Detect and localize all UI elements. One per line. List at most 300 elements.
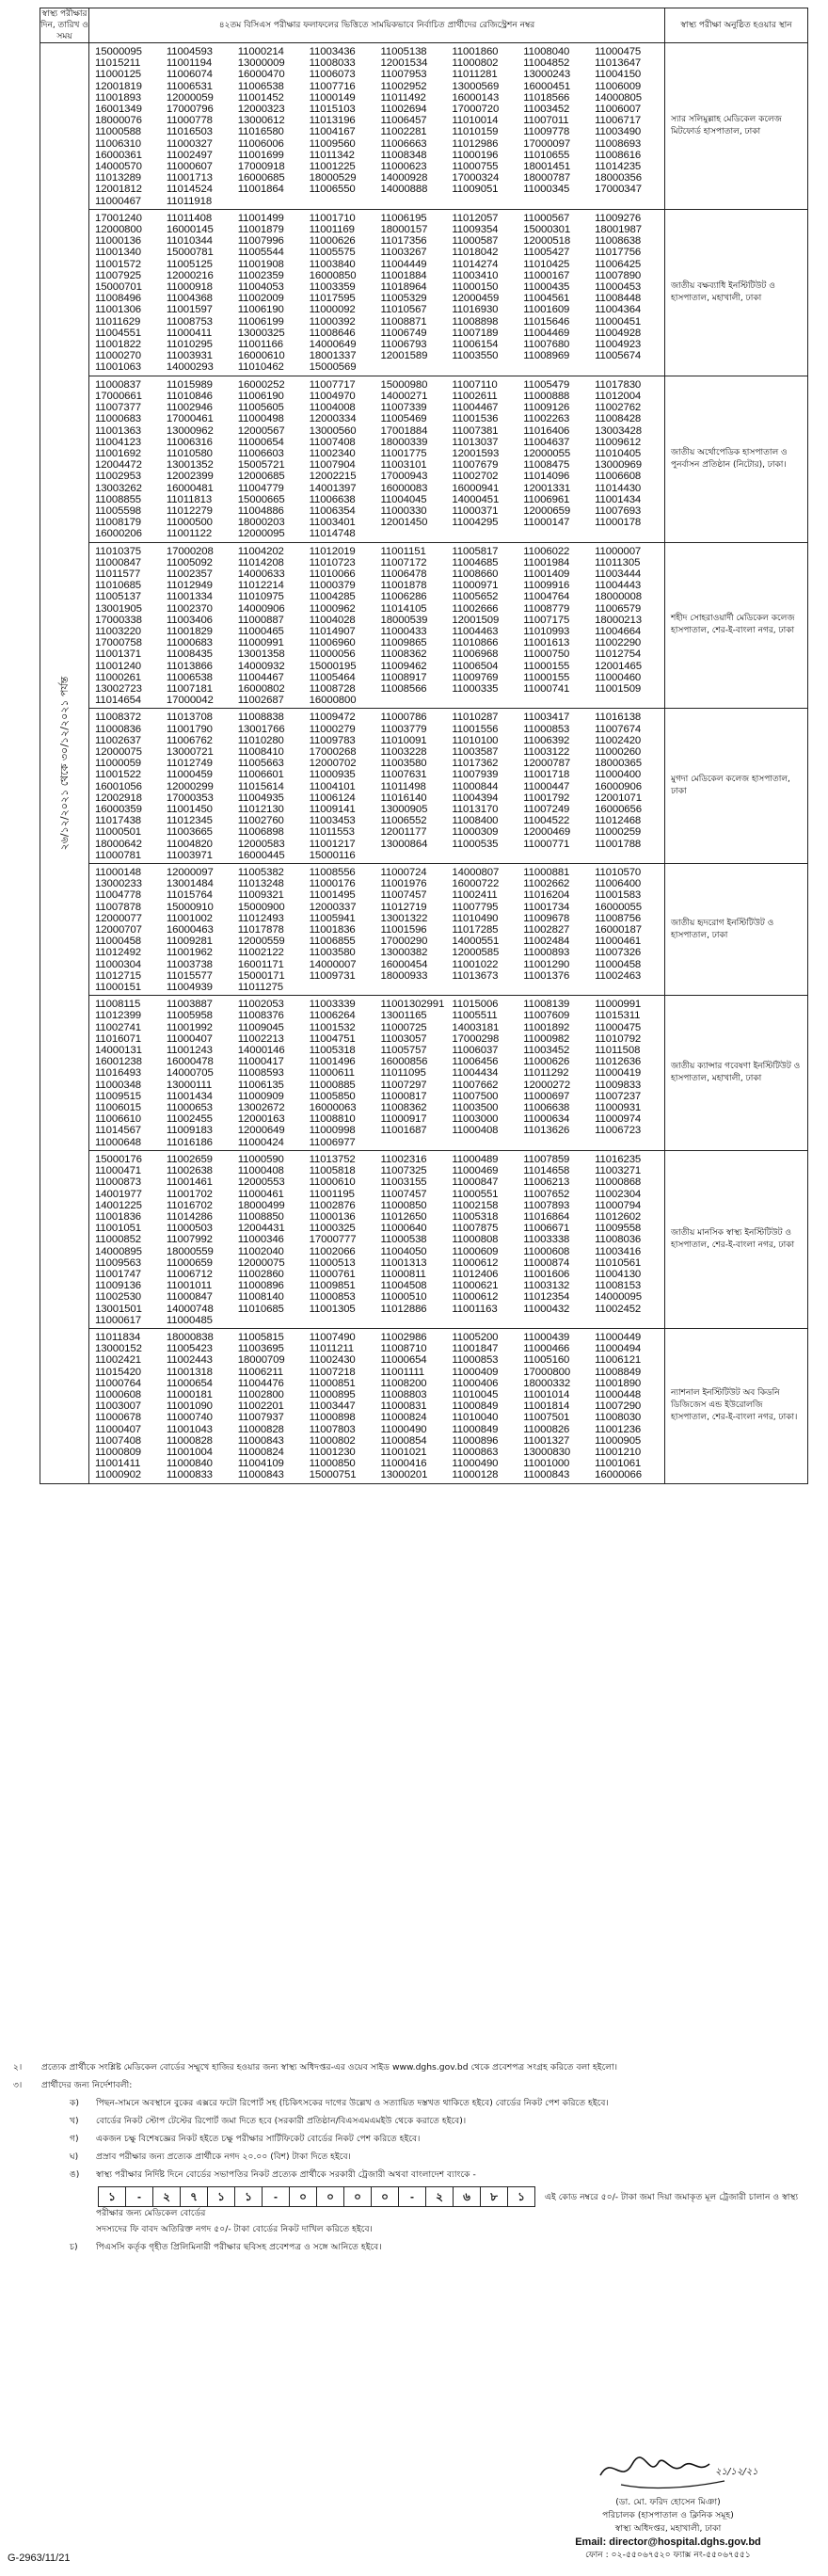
registration-number: 11011305 (595, 556, 641, 568)
registration-number: 11008753 (166, 315, 213, 328)
registration-number: 11000724 (380, 867, 427, 879)
registration-number: 12001593 (452, 447, 500, 459)
registration-number: 11006671 (523, 1223, 570, 1235)
registration-number: 14000131 (95, 1045, 142, 1057)
registration-number: 11006124 (309, 792, 356, 804)
registration-number: 12000459 (452, 293, 500, 305)
registration-number: 11006478 (380, 568, 427, 580)
registration-number: 11000653 (166, 1102, 213, 1114)
registration-number: 15005721 (237, 459, 285, 472)
registration-number: 11000991 (237, 637, 284, 649)
registration-number: 11016930 (452, 304, 499, 316)
registration-number: 11000755 (452, 161, 499, 173)
registration-number: 11000475 (595, 1021, 642, 1033)
registration-number: 11004522 (523, 815, 570, 827)
registration-number: 11000761 (309, 1268, 356, 1280)
registration-number: 11001879 (237, 224, 284, 236)
registration-number: 11002370 (166, 602, 213, 615)
registration-number: 11000451 (595, 315, 642, 328)
registration-number: 11003436 (309, 46, 356, 57)
registration-number: 13000325 (237, 327, 285, 339)
registration-number: 13000830 (523, 1446, 571, 1458)
registration-number: 11000659 (166, 1256, 213, 1269)
registration-number: 11001022 (452, 958, 499, 970)
registration-number: 11001051 (95, 1223, 142, 1235)
registration-number: 11001004 (166, 1446, 213, 1458)
registration-number: 11009558 (595, 1223, 642, 1235)
registration-number: 11008850 (237, 1210, 284, 1223)
registration-number: 11001522 (95, 769, 142, 781)
registration-number: 11001166 (237, 339, 283, 351)
note-2-text: প্রত্যেক প্রার্থীকে সংশ্লিষ্ট মেডিকেল বোর্ডের সম্মুখে হাজির হওয়ার জন্য স্বাস্থ্য অধিদপ্তর-এর ওয়েব সাইড www.dghs.gov.bd থেকে প্রবেশপত্র সংগ্রহ করিতে বলা হইলো। (41, 2062, 618, 2072)
treasury-code-boxes (98, 2186, 535, 2207)
treasury-code-digit: ১ (208, 2187, 235, 2206)
registration-number: 15000569 (309, 361, 357, 374)
registration-number: 11003339 (309, 999, 356, 1011)
registration-number: 11002702 (452, 471, 499, 483)
registration-number: 13001766 (237, 723, 285, 735)
registration-number: 11005318 (309, 1045, 356, 1057)
registration-number: 11006456 (452, 1056, 499, 1068)
registration-number: 18000838 (166, 1331, 214, 1343)
registration-number: 12000469 (523, 826, 571, 839)
registration-number: 11004561 (523, 293, 570, 305)
registration-number: 14000649 (309, 339, 357, 351)
registration-number: 11000740 (166, 1412, 213, 1424)
registration-number: 13001165 (380, 1010, 427, 1022)
registration-number: 11001495 (309, 889, 356, 902)
registration-number: 11017830 (595, 378, 642, 391)
registration-number: 11002304 (595, 1188, 642, 1200)
registration-number: 11007181 (166, 682, 213, 695)
registration-number: 11016406 (523, 424, 570, 437)
registration-number: 11007878 (95, 901, 142, 913)
registration-number: 11000007 (595, 545, 642, 557)
registration-number: 11002946 (166, 402, 213, 414)
registration-number: 11000448 (595, 1388, 642, 1400)
registration-number: 16000463 (166, 924, 214, 936)
registration-table (40, 8, 808, 1484)
registration-number: 11000510 (380, 1291, 427, 1304)
registration-number: 11007937 (237, 1412, 284, 1424)
registration-number: 11001063 (95, 361, 142, 374)
registration-number: 16000685 (237, 172, 285, 184)
registration-number: 11004463 (452, 625, 499, 637)
registration-number: 11000501 (95, 826, 142, 839)
registration-number: 11005815 (237, 1331, 284, 1343)
registration-number: 16001171 (237, 958, 284, 970)
registration-number: 11005511 (452, 1010, 498, 1022)
registration-number: 11002762 (595, 402, 642, 414)
registration-number: 11005958 (166, 1010, 213, 1022)
registration-number: 11000648 (95, 1136, 142, 1148)
registration-number: 15000176 (95, 1153, 142, 1165)
registration-number: 11011281 (452, 69, 498, 81)
registration-number: 11002659 (166, 1153, 213, 1165)
registration-number: 11001411 (95, 1458, 141, 1470)
registration-number: 11000467 (95, 195, 142, 207)
registration-number: 11000935 (309, 769, 356, 781)
registration-number: 11008638 (595, 235, 642, 248)
registration-number: 11006213 (523, 1176, 570, 1189)
registration-number: 11000392 (309, 315, 356, 328)
registration-number: 14000451 (452, 493, 500, 505)
registration-number: 11000059 (95, 758, 142, 770)
registration-number: 11004886 (237, 504, 284, 517)
registration-number: 11008040 (523, 46, 570, 57)
registration-number: 11002741 (95, 1021, 142, 1033)
registration-number: 11001860 (452, 46, 499, 57)
registration-number: 11000379 (309, 580, 356, 592)
registration-number: 13000152 (95, 1343, 142, 1355)
registration-number: 11008616 (595, 149, 642, 161)
registration-number: 12000299 (166, 780, 214, 792)
registration-number: 11002443 (166, 1354, 213, 1367)
registration-number: 11009865 (380, 637, 427, 649)
registration-number: 17000800 (523, 1366, 571, 1378)
registration-number: 11000459 (166, 769, 213, 781)
registration-number: 11000898 (309, 1412, 356, 1424)
registration-number: 13003262 (95, 482, 142, 494)
venue-name: ন্যাশনাল ইনস্টিটিউট অব কিডনি ডিজিজেস এন্ড ইউরোলজি হাসপাতাল, শের-ই-বাংলা নগর, ঢাকা। (671, 1388, 798, 1423)
registration-number: 11000828 (237, 1423, 284, 1435)
registration-number: 11007609 (523, 1010, 570, 1022)
registration-number: 11004109 (237, 1458, 284, 1470)
registration-number: 11002421 (95, 1354, 142, 1367)
header-date-time: স্বাস্থ্য পরীক্ষার দিন, তারিখ ও সময় (40, 9, 88, 41)
registration-number: 11008898 (452, 315, 499, 328)
registration-number: 11004123 (95, 436, 142, 448)
registration-number: 11003490 (595, 126, 642, 138)
registration-number: 17000918 (237, 161, 285, 173)
registration-number: 11004434 (452, 1067, 499, 1080)
registration-number: 11008969 (523, 350, 570, 362)
registration-number: 11000432 (523, 1303, 570, 1315)
registration-number: 11006006 (237, 137, 284, 150)
registration-number: 11014274 (452, 258, 499, 270)
treasury-code-digit: ০ (372, 2187, 399, 2206)
instruction-text: একজন চক্ষু বিশেষজ্ঞের নিকট হইতে চক্ষু পরীক্ষার সার্টিফিকেট বোর্ডের নিকট পেশ করিতে হইবে। (96, 2134, 421, 2144)
registration-number: 11004476 (237, 1377, 284, 1389)
registration-number: 11000260 (595, 745, 642, 758)
registration-number: 11004050 (380, 1245, 427, 1257)
registration-number: 11001792 (523, 792, 570, 804)
registration-number: 11010159 (452, 126, 499, 138)
registration-number: 11014430 (595, 482, 642, 494)
registration-number: 11006538 (166, 671, 213, 683)
registration-number: 11000853 (452, 1354, 499, 1367)
registration-number: 11010014 (452, 115, 499, 127)
registration-number: 13001484 (166, 878, 214, 890)
registration-number: 11008140 (237, 1291, 284, 1304)
registration-number: 11000887 (237, 614, 284, 626)
registration-number: 11001194 (166, 57, 213, 70)
registration-number: 14000570 (95, 161, 142, 173)
header-venue: স্বাস্থ্য পরীক্ষা অনুষ্ঠিত হওয়ার স্থান (665, 8, 808, 43)
registration-number: 11009769 (452, 671, 499, 683)
registration-number: 11003931 (166, 350, 213, 362)
registration-number: 18000008 (595, 591, 643, 603)
registration-number: 11006264 (309, 1010, 356, 1022)
registration-number: 11000640 (380, 1223, 427, 1235)
registration-number: 11014208 (237, 556, 284, 568)
registration-number: 11001814 (523, 1400, 570, 1413)
registration-number: 11010570 (595, 867, 642, 879)
registration-number: 11002452 (595, 1303, 642, 1315)
registration-number: 11001884 (380, 269, 427, 281)
registration-number: 11000538 (380, 1234, 427, 1246)
registration-number: 12000323 (237, 104, 285, 116)
registration-number: 11010280 (237, 734, 284, 746)
registration-number: 11007490 (309, 1331, 356, 1343)
registration-number: 11008033 (309, 57, 356, 70)
registration-number: 11001302991 (380, 999, 445, 1011)
registration-number: 11006135 (237, 1079, 284, 1091)
registration-number: 11002281 (380, 126, 427, 138)
registration-number: 16000610 (237, 350, 285, 362)
registration-number: 11009183 (166, 1125, 213, 1137)
registration-number: 16000722 (452, 878, 500, 890)
registration-number: 18001451 (523, 161, 571, 173)
registration-number: 16000252 (237, 378, 285, 391)
registration-number: 13001501 (95, 1303, 142, 1315)
registration-number: 11001702 (166, 1188, 213, 1200)
registration-number: 11005817 (452, 545, 499, 557)
registration-number: 11002158 (452, 1199, 499, 1211)
registration-number: 11001509 (595, 682, 642, 695)
registration-number: 17000347 (595, 184, 643, 196)
registration-number: 14000928 (380, 172, 428, 184)
registration-number: 11000828 (166, 1434, 213, 1447)
registration-number: 11007803 (309, 1423, 356, 1435)
registration-number: 11016493 (95, 1067, 142, 1080)
registration-number: 11000500 (166, 517, 213, 529)
registration-number: 11002040 (237, 1245, 284, 1257)
registration-number: 11000513 (309, 1256, 356, 1269)
registration-number: 11000617 (95, 1314, 142, 1326)
registration-number: 11012715 (95, 969, 142, 982)
registration-number: 11001606 (523, 1268, 570, 1280)
instruction-item (70, 2168, 813, 2235)
registration-number: 11003580 (309, 947, 356, 959)
registration-number: 11002463 (595, 969, 642, 982)
registration-number: 11006793 (380, 339, 427, 351)
registration-number: 11001893 (95, 91, 142, 104)
registration-number: 11016864 (523, 1210, 570, 1223)
registration-number-grid (89, 1151, 664, 1328)
registration-number: 11001318 (166, 1366, 213, 1378)
registration-list-cell (89, 709, 665, 864)
registration-number: 11000741 (523, 682, 570, 695)
registration-number: 11004202 (237, 545, 284, 557)
registration-number: 11013866 (166, 660, 213, 672)
registration-number: 11005598 (95, 504, 142, 517)
registration-number: 11012130 (237, 804, 284, 815)
note-2 (13, 2061, 813, 2073)
registration-number: 11000678 (95, 1412, 142, 1424)
registration-number: 12000567 (237, 424, 285, 437)
treasury-code-digit: ৮ (481, 2187, 508, 2206)
registration-number: 11008756 (595, 912, 642, 924)
registration-number: 11008779 (523, 602, 570, 615)
registration-number: 11011577 (95, 568, 141, 580)
registration-number: 11001151 (380, 545, 426, 557)
registration-number: 11003695 (237, 1343, 284, 1355)
registration-number: 12001812 (95, 184, 142, 196)
registration-number: 11007996 (237, 235, 284, 248)
registration-number: 11004820 (166, 838, 213, 850)
registration-number: 11010040 (452, 1412, 499, 1424)
registration-number: 12000216 (166, 269, 214, 281)
registration-number: 11003267 (380, 247, 427, 259)
registration-number: 11007011 (523, 115, 569, 127)
registration-number: 15000195 (309, 660, 357, 672)
registration-number: 11001687 (380, 1125, 427, 1137)
registration-number: 12000077 (95, 912, 142, 924)
registration-number: 11000962 (309, 602, 356, 615)
registration-number: 12000337 (309, 901, 357, 913)
registration-number: 14000293 (166, 361, 214, 374)
registration-number: 17000268 (309, 745, 357, 758)
registration-number: 11001532 (309, 1021, 356, 1033)
registration-number: 11000840 (166, 1458, 213, 1470)
registration-number: 11008348 (380, 149, 427, 161)
registration-number: 11000837 (95, 378, 142, 391)
registration-number: 11004935 (237, 792, 284, 804)
registration-number: 11006425 (595, 258, 642, 270)
table-header-row (40, 8, 808, 43)
registration-number: 11007249 (523, 804, 570, 815)
registration-number: 11010462 (237, 361, 284, 374)
registration-number: 11000608 (95, 1388, 142, 1400)
registration-number: 11000136 (309, 1210, 356, 1223)
registration-number: 11000469 (452, 1165, 499, 1177)
registration-number: 15000781 (166, 247, 214, 259)
registration-number: 11009136 (95, 1280, 142, 1292)
registration-number: 11008803 (380, 1388, 427, 1400)
registration-number: 11014524 (166, 184, 213, 196)
registration-number: 11001864 (237, 184, 284, 196)
venue-group-row (40, 1150, 808, 1328)
note-3 (13, 2079, 813, 2091)
registration-number: 11002666 (452, 602, 499, 615)
registration-number: 11005818 (309, 1165, 356, 1177)
registration-number: 11005652 (452, 591, 499, 603)
registration-number: 18000559 (166, 1245, 214, 1257)
registration-number: 11006015 (95, 1102, 142, 1114)
registration-list-cell (89, 376, 665, 542)
registration-number: 11000435 (523, 281, 570, 294)
registration-number: 11002263 (523, 413, 570, 425)
registration-number: 11005318 (452, 1210, 499, 1223)
registration-number: 11011211 (309, 1343, 354, 1355)
registration-number-grid (89, 996, 664, 1150)
registration-number: 11008448 (595, 293, 642, 305)
venue-name: জাতীয় মানসিক স্বাস্থ্য ইনস্টিটিউট ও হাসপাতাল, শের-ই-বাংলা নগর, ঢাকা (671, 1227, 795, 1250)
registration-number: 11000847 (452, 1176, 499, 1189)
registration-number: 11000917 (380, 1113, 427, 1126)
registration-number: 11003887 (166, 999, 213, 1011)
registration-number: 11002053 (237, 999, 284, 1011)
registration-number-grid (89, 1329, 664, 1483)
registration-number: 12000097 (166, 867, 214, 879)
registration-number: 13000560 (309, 424, 357, 437)
registration-number: 11016186 (166, 1136, 213, 1148)
registration-number: 13000569 (452, 80, 500, 92)
registration-number: 16000361 (95, 149, 142, 161)
instruction-item (70, 2115, 813, 2127)
venue-name: জাতীয় বক্ষব্যাধি ইনস্টিটিউট ও হাসপাতাল, মহাখালী, ঢাকা (671, 280, 775, 303)
registration-number: 11002986 (380, 1331, 427, 1343)
registration-number: 12000685 (237, 471, 285, 483)
registration-number: 11006457 (380, 115, 427, 127)
registration-number: 11001363 (95, 424, 142, 437)
treasury-code-digit: ০ (317, 2187, 344, 2206)
registration-number: 11005382 (237, 867, 284, 879)
registration-number: 11007953 (380, 69, 427, 81)
registration-number: 11006968 (452, 648, 499, 661)
registration-number: 11015577 (166, 969, 213, 982)
registration-number: 11001908 (237, 258, 284, 270)
registration-number: 11000196 (452, 149, 499, 161)
registration-number: 11000400 (595, 769, 642, 781)
registration-number: 11001210 (595, 1446, 642, 1458)
registration-number: 11013626 (523, 1125, 570, 1137)
registration-number: 11000407 (166, 1032, 213, 1045)
registration-number: 11000587 (452, 235, 499, 248)
registration-number: 11004970 (309, 390, 356, 402)
registration-number: 11000610 (309, 1176, 356, 1189)
registration-number: 11006310 (95, 137, 142, 150)
registration-number: 11009515 (95, 1090, 142, 1102)
registration-number: 11017285 (452, 924, 499, 936)
registration-number-grid (89, 709, 664, 863)
registration-number: 16000802 (237, 682, 285, 695)
registration-number: 11000304 (95, 958, 142, 970)
venue-cell (665, 43, 808, 210)
registration-number: 11007893 (523, 1199, 570, 1211)
registration-number: 11010405 (595, 447, 642, 459)
registration-number: 11009045 (237, 1021, 284, 1033)
registration-number: 15000701 (95, 281, 142, 294)
instruction-list (13, 2097, 813, 2253)
registration-number: 11005200 (452, 1331, 499, 1343)
note-3-text: প্রার্থীদের জন্য নির্দেশাবলী: (41, 2080, 133, 2090)
registration-number: 15000171 (237, 969, 285, 982)
registration-number: 11000609 (452, 1245, 499, 1257)
registration-number: 11000843 (237, 1434, 284, 1447)
registration-number: 11007237 (595, 1090, 642, 1102)
registration-number: 11003155 (380, 1176, 427, 1189)
registration-number: 11000683 (95, 413, 142, 425)
registration-number: 14000932 (237, 660, 285, 672)
registration-number: 11001434 (595, 493, 642, 505)
registration-number: 17000661 (95, 390, 142, 402)
registration-number: 11004467 (452, 402, 499, 414)
registration-number: 11001461 (166, 1176, 213, 1189)
registration-number: 11003779 (380, 723, 427, 735)
registration-number: 11012279 (166, 504, 213, 517)
registration-number: 11006538 (237, 80, 284, 92)
registration-number: 11001011 (166, 1280, 213, 1292)
registration-number: 11014907 (309, 625, 356, 637)
registration-number: 14003181 (452, 1021, 500, 1033)
registration-number: 11007875 (452, 1223, 499, 1235)
registration-number: 11002359 (237, 269, 284, 281)
registration-number: 11009051 (452, 184, 499, 196)
registration-number: 11005329 (380, 293, 427, 305)
registration-number: 11011918 (166, 195, 213, 207)
